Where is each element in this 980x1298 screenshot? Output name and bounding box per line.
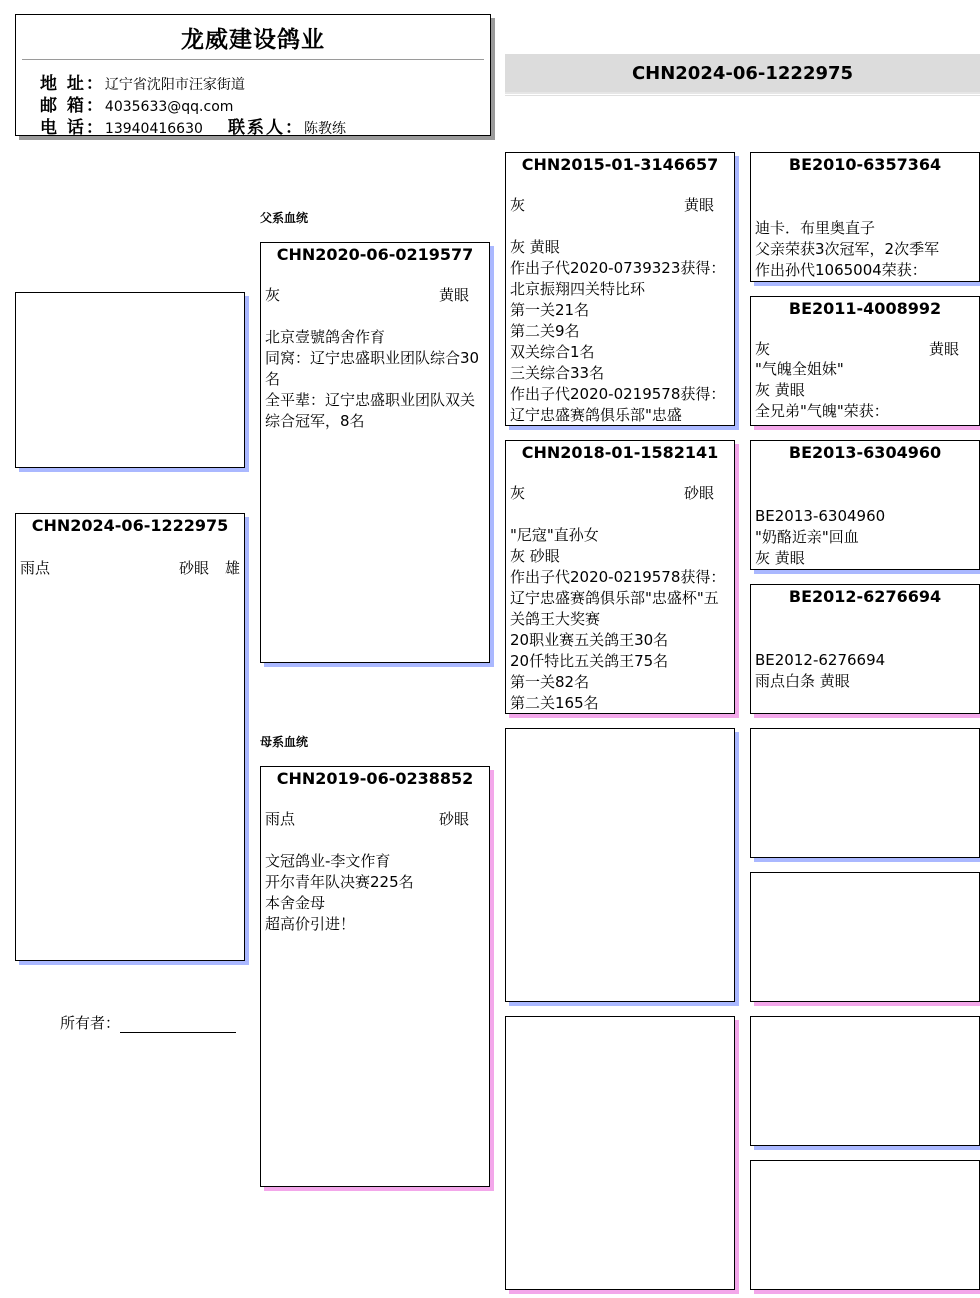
phone-row — [40, 113, 203, 138]
sire-dam-ring: CHN2018-01-1582141 — [521, 443, 719, 462]
ggp-note: "奶酪近亲"回血 — [755, 528, 859, 546]
loft-header — [15, 14, 491, 136]
ggp-eye: 黄眼 — [928, 340, 959, 358]
subject-ring: CHN2024-06-1222975 — [31, 516, 229, 535]
contact-value: 陈教练 — [304, 121, 346, 137]
ggp-note: 全兄弟"气魄"荣获： — [755, 402, 889, 420]
subject-sex: 雄 — [224, 559, 240, 577]
sire-line-label: 父系血统 — [260, 211, 309, 225]
ggp-card-6 — [750, 872, 980, 1002]
dam-traits — [261, 808, 489, 829]
sire-dam-note: 灰 砂眼 — [510, 547, 560, 565]
header-divider — [22, 59, 484, 60]
sire-dam-note: 20职业赛五关鸽王30名 — [510, 631, 669, 649]
sire-color: 灰 — [265, 286, 281, 304]
dam-sire-card — [505, 728, 735, 1002]
email-value: 4035633@qq.com — [104, 99, 234, 115]
subject-eye: 砂眼 — [178, 559, 209, 577]
ggp-card-5 — [750, 728, 980, 858]
sire-note: 同窝：辽宁忠盛职业团队综合30名 — [265, 349, 480, 388]
sire-dam-notes — [506, 525, 734, 714]
sire-dam-card — [505, 440, 735, 714]
dam-line-label: 母系血统 — [260, 735, 309, 749]
sire-dam-note: 作出子代2020-0219578获得： — [510, 568, 726, 586]
subject-color: 雨点 — [20, 559, 51, 577]
ggp-note: BE2012-6276694 — [755, 651, 886, 669]
ggp-ring: BE2013-6304960 — [788, 443, 942, 462]
dam-eye: 砂眼 — [438, 810, 469, 828]
sire-sire-eye: 黄眼 — [683, 196, 714, 214]
ggp-notes — [751, 650, 979, 692]
ggp-note: "气魄全姐妹" — [755, 360, 844, 378]
sire-dam-traits — [506, 482, 734, 503]
address-value: 辽宁省沈阳市汪家街道 — [104, 77, 245, 93]
dam-card — [260, 766, 490, 1187]
dam-note: 本舍金母 — [265, 894, 326, 912]
ggp-note: 父亲荣获3次冠军，2次季军 — [755, 240, 940, 258]
dam-note: 开尔青年队决赛225名 — [265, 873, 414, 891]
sire-note: 全平辈：辽宁忠盛职业团队双关综合冠军，8名 — [265, 391, 476, 430]
sire-sire-note: 作出子代2020-0739323获得： — [510, 259, 726, 277]
pigeon-photo-frame — [15, 292, 245, 468]
sire-sire-note: 双关综合1名 — [510, 343, 595, 361]
sire-sire-color: 灰 — [510, 196, 526, 214]
ggp-notes — [751, 506, 979, 569]
subject-traits — [16, 557, 244, 578]
sire-eye: 黄眼 — [438, 286, 469, 304]
ggp-card-7 — [750, 1016, 980, 1146]
sire-sire-note: 作出子代2020-0219578获得： — [510, 385, 726, 403]
owner-line — [60, 1012, 236, 1033]
ggp-traits — [751, 338, 979, 359]
ggp-card-1 — [750, 152, 980, 282]
sire-dam-note: "尼寇"直孙女 — [510, 526, 599, 544]
loft-name: 龙威建设鸽业 — [181, 27, 325, 53]
sire-sire-note: 北京振翔四关特比环 — [510, 280, 646, 298]
ggp-notes — [751, 359, 979, 422]
sire-sire-note: 第一关21名 — [510, 301, 590, 319]
contact-label: 联系人： — [228, 118, 304, 138]
sire-dam-eye: 砂眼 — [683, 484, 714, 502]
ggp-card-2 — [750, 296, 980, 426]
dam-note: 超高价引进！ — [265, 915, 356, 933]
sire-dam-note: 第一关82名 — [510, 673, 590, 691]
phone-label: 电 话： — [40, 118, 105, 138]
ggp-note: 迪卡．布里奥直子 — [755, 219, 876, 237]
sire-sire-ring: CHN2015-01-3146657 — [521, 155, 719, 174]
dam-note: 文冠鸽业-李文作育 — [265, 852, 391, 870]
ggp-ring: BE2010-6357364 — [788, 155, 942, 174]
ggp-card-4 — [750, 584, 980, 714]
sire-sire-notes — [506, 237, 734, 426]
sire-card — [260, 242, 490, 663]
owner-label: 所有者： — [60, 1014, 121, 1032]
sire-sire-note: 三关综合33名 — [510, 364, 605, 382]
sire-sire-traits — [506, 194, 734, 215]
ggp-card-8 — [750, 1160, 980, 1290]
sire-dam-note: 辽宁忠盛赛鸽俱乐部"忠盛杯"五关鸽王大奖赛 — [510, 589, 719, 628]
ggp-notes — [751, 218, 979, 281]
sire-ring: CHN2020-06-0219577 — [276, 245, 474, 264]
subject-card — [15, 513, 245, 961]
ggp-ring: BE2012-6276694 — [788, 587, 942, 606]
ggp-note: 灰 黄眼 — [755, 381, 805, 399]
dam-notes — [261, 851, 489, 935]
sire-notes — [261, 327, 489, 432]
dam-ring: CHN2019-06-0238852 — [276, 769, 474, 788]
address-label: 地 址： — [40, 74, 105, 94]
contact-row — [228, 113, 346, 138]
ggp-note: BE2013-6304960 — [755, 507, 886, 525]
subject-ring-banner: CHN2024-06-1222975 — [505, 54, 980, 94]
sire-dam-note: 20仟特比五关鸽王75名 — [510, 652, 669, 670]
ggp-ring: BE2011-4008992 — [788, 299, 942, 318]
phone-value: 13940416630 — [104, 121, 203, 137]
ggp-color: 灰 — [755, 340, 771, 358]
ggp-note: 雨点白条 黄眼 — [755, 672, 850, 690]
sire-dam-note: 第二关165名 — [510, 694, 599, 712]
sire-sire-note: 第二关9名 — [510, 322, 580, 340]
owner-blank — [120, 1016, 236, 1033]
sire-sire-note: 灰 黄眼 — [510, 238, 560, 256]
sire-note: 北京壹號鸽舍作育 — [265, 328, 386, 346]
email-label: 邮 箱： — [40, 96, 105, 116]
sire-sire-note: 辽宁忠盛赛鸽俱乐部"忠盛 — [510, 406, 682, 424]
ggp-card-3 — [750, 440, 980, 570]
ggp-note: 灰 黄眼 — [755, 549, 805, 567]
sire-traits — [261, 284, 489, 305]
sire-dam-color: 灰 — [510, 484, 526, 502]
dam-color: 雨点 — [265, 810, 296, 828]
banner-underline — [505, 95, 980, 96]
dam-dam-card — [505, 1016, 735, 1290]
ggp-note: 作出孙代1065004荣获： — [755, 261, 927, 279]
sire-sire-card — [505, 152, 735, 426]
